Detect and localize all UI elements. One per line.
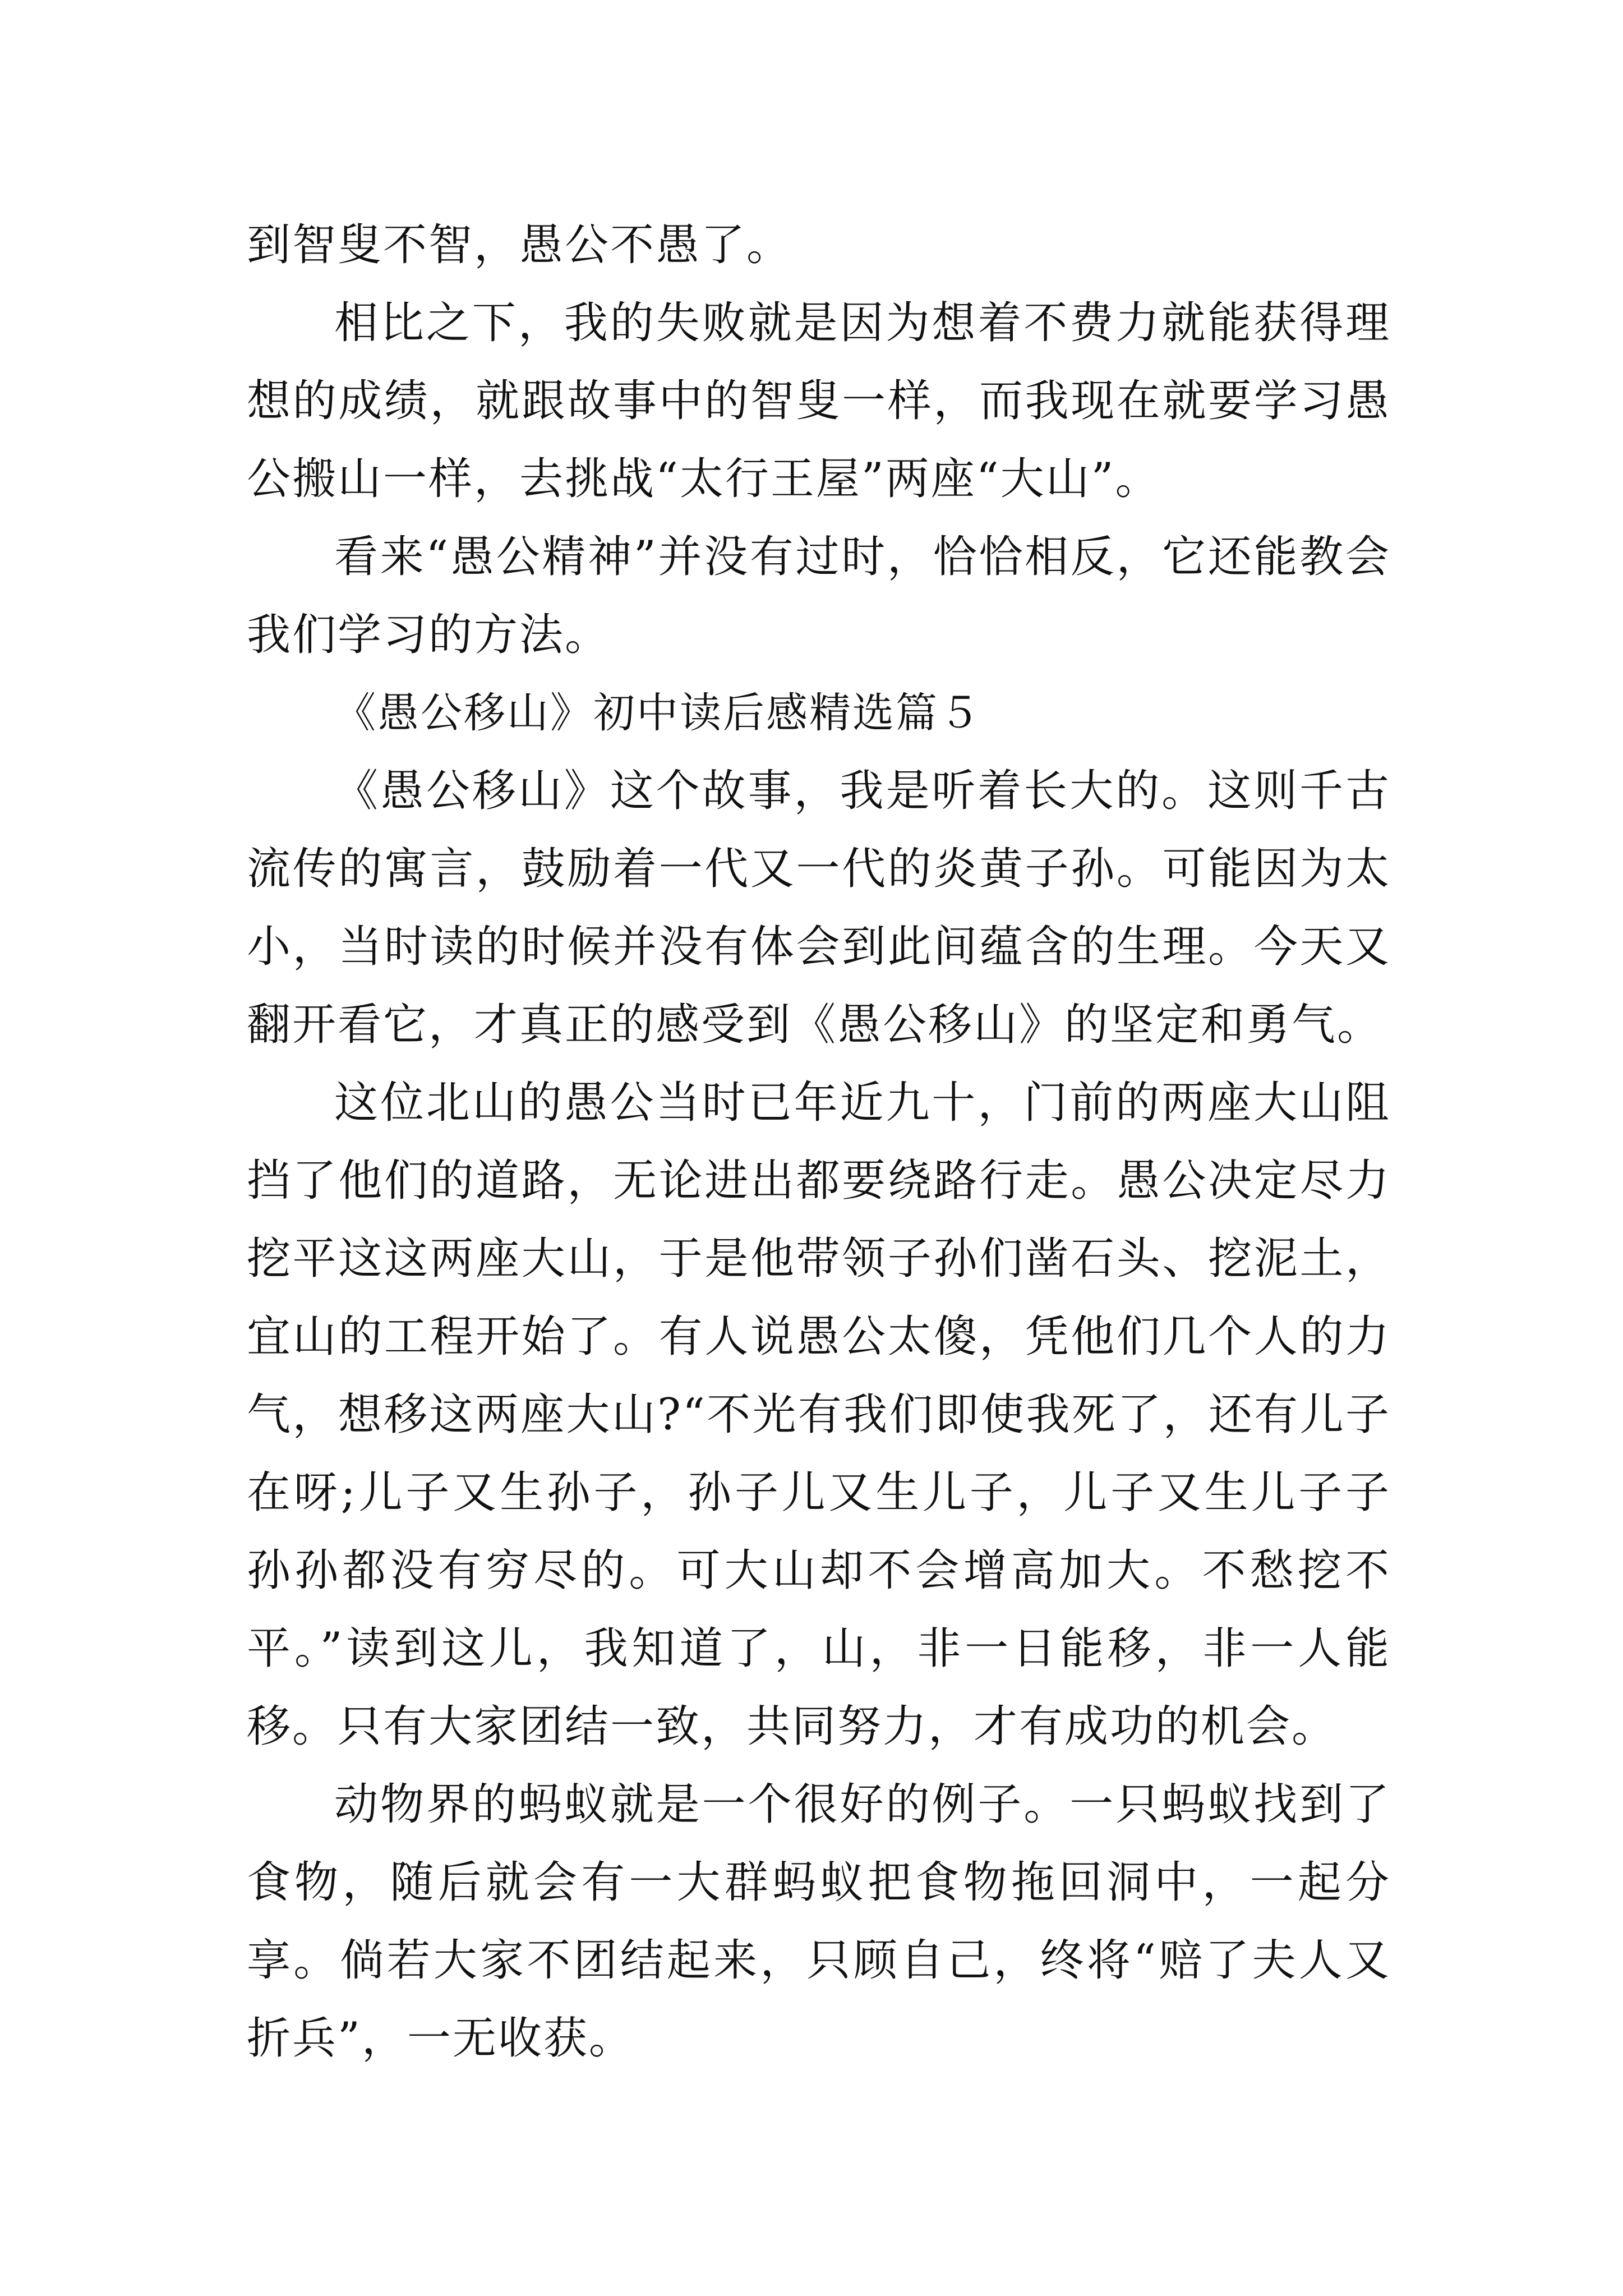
paragraph-comparison: 相比之下，我的失败就是因为想着不费力就能获得理想的成绩，就跟故事中的智叟一样，而我现在就要学习愚公搬山一样，去挑战“太行王屋”两座“大山”。	[247, 298, 1391, 504]
paragraph-ants: 动物界的蚂蚁就是一个很好的例子。一只蚂蚁找到了食物，随后就会有一大群蚂蚁把食物拖回洞中，一起分享。倘若大家不团结起来，只顾自己，终将“赔了夫人又折兵”，一无收获。	[247, 1779, 1391, 2064]
document-body	[247, 206, 1391, 2078]
paragraph-intro: 《愚公移山》这个故事，我是听着长大的。这则千古流传的寓言，鼓励着一代又一代的炎黄子孙。可能因为太小，当时读的时候并没有体会到此间蕴含的生理。今天又翻开看它，才真正的感受到《愚公移山》的坚定和勇气。	[247, 766, 1391, 1050]
paragraph-continuation: 到智叟不智，愚公不愚了。	[247, 220, 792, 270]
section-heading: 《愚公移山》初中读后感精选篇５	[334, 689, 982, 737]
paragraph-story: 这位北山的愚公当时已年近九十，门前的两座大山阻挡了他们的道路，无论进出都要绕路行走。愚公决定尽力挖平这这两座大山，于是他带领子孙们凿石头、挖泥土，宜山的工程开始了。有人说愚公太傻，凭他们几个人的力气，想移这两座大山?“不光有我们即使我死了，还有儿子在呀;儿子又生孙子，孙子儿又生儿子，儿子又生儿子子孙孙都没有穷尽的。可大山却不会增高加大。不愁挖不平。”读到这儿，我知道了，山，非一日能移，非一人能移。只有大家团结一致，共同努力，才有成功的机会。	[247, 1078, 1391, 1752]
paragraph-conclusion: 看来“愚公精神”并没有过时，恰恰相反，它还能教会我们学习的方法。	[247, 532, 1391, 660]
